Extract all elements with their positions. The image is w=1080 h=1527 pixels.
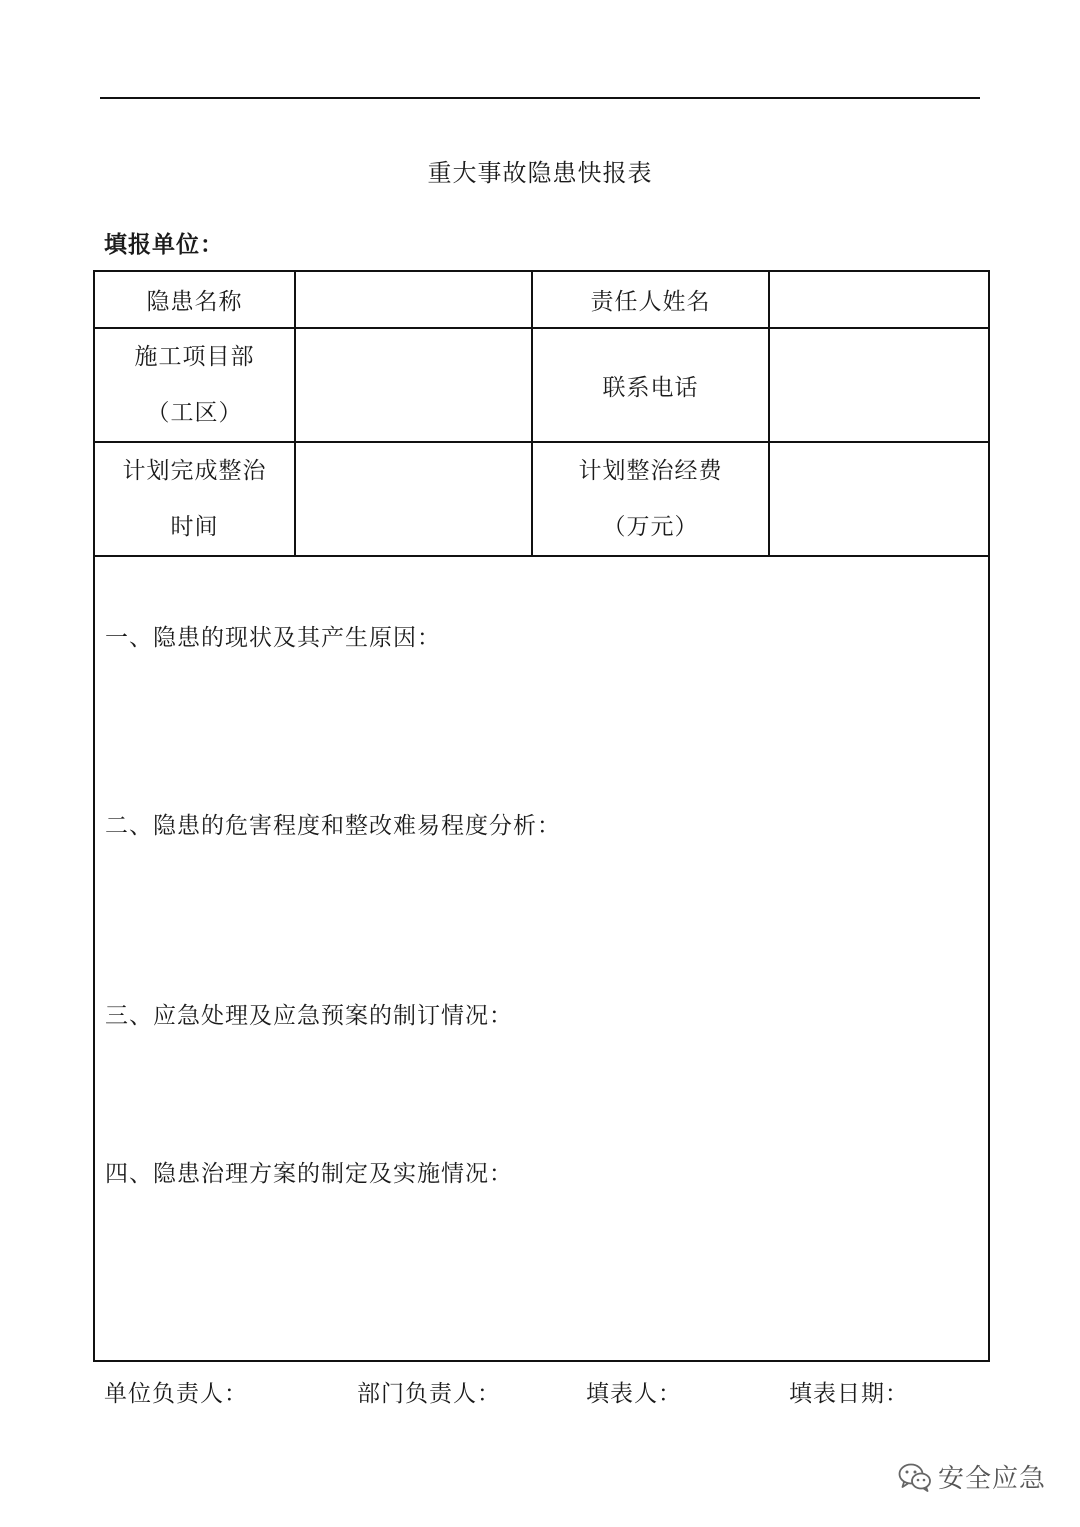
plan-time-label [94, 442, 295, 556]
wechat-icon [898, 1462, 932, 1492]
watermark-text: 安全应急 [938, 1464, 1047, 1494]
plan-time-label-line1: 计划完成整治 [122, 458, 267, 484]
unit-head-label: 单位负责人： [104, 1381, 248, 1407]
page-title: 重大事故隐患快报表 [427, 159, 653, 187]
project-dept-label-line1: 施工项目部 [134, 344, 255, 370]
table-row [94, 442, 989, 556]
table-row [94, 328, 989, 442]
hazard-name-field[interactable] [295, 271, 532, 328]
table-row [94, 271, 989, 328]
table-row [94, 556, 989, 1361]
top-rule [100, 97, 980, 99]
reporting-unit-label: 填报单位： [104, 232, 224, 258]
hazard-report-table [93, 270, 990, 1362]
plan-cost-label [532, 442, 769, 556]
plan-cost-label-line1: 计划整治经费 [578, 458, 723, 484]
fill-date-label: 填表日期： [789, 1381, 909, 1407]
responsible-name-label: 责任人姓名 [532, 271, 769, 328]
project-dept-label-line2: （工区） [146, 400, 243, 426]
plan-time-field[interactable] [295, 442, 532, 556]
phone-field[interactable] [769, 328, 989, 442]
dept-head-label: 部门负责人： [357, 1381, 501, 1407]
plan-cost-field[interactable] [769, 442, 989, 556]
plan-time-label-line2: 时间 [170, 514, 219, 540]
section-treatment-plan: 四、隐患治理方案的制定及实施情况： [105, 1161, 513, 1187]
responsible-name-field[interactable] [769, 271, 989, 328]
filler-label: 填表人： [586, 1381, 682, 1407]
project-dept-field[interactable] [295, 328, 532, 442]
section-emergency-plan: 三、应急处理及应急预案的制订情况： [105, 1003, 513, 1029]
phone-label: 联系电话 [532, 328, 769, 442]
description-area[interactable] [94, 556, 989, 1361]
plan-cost-label-line2: （万元） [602, 514, 699, 540]
project-dept-label [94, 328, 295, 442]
watermark [898, 1458, 1046, 1495]
hazard-name-label: 隐患名称 [94, 271, 295, 328]
section-status-cause: 一、隐患的现状及其产生原因： [105, 625, 441, 651]
section-hazard-analysis: 二、隐患的危害程度和整改难易程度分析： [105, 813, 561, 839]
